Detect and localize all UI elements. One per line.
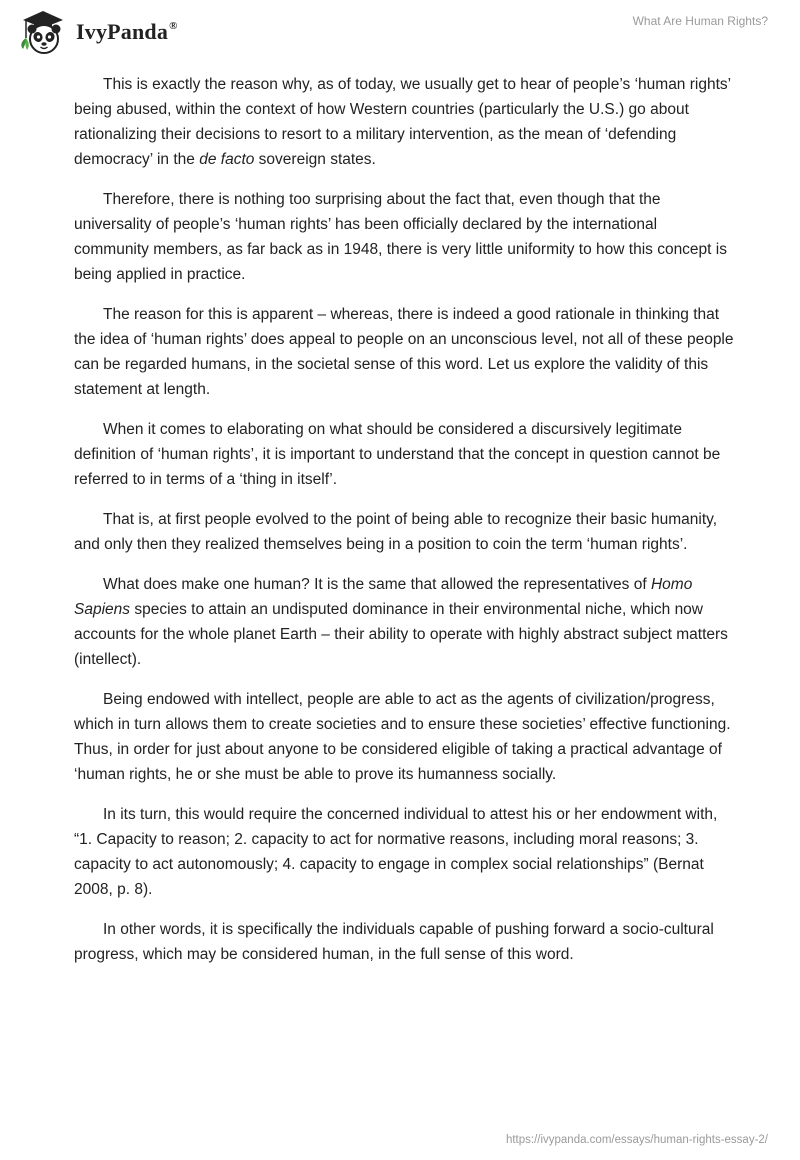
paragraph-text: In other words, it is specifically the individuals capable of pushing forward a socio-cultural progress, which may be considered human, in the full sense of this word. (74, 921, 714, 963)
paragraph-text: What does make one human? It is the same that allowed the representatives of (103, 576, 651, 593)
source-url[interactable]: https://ivypanda.com/essays/human-rights-essay-2/ (505, 1134, 768, 1146)
italic-term: de facto (199, 151, 255, 168)
body-paragraph (74, 687, 734, 787)
body-paragraph (74, 72, 734, 172)
paragraph-text: When it comes to elaborating on what should be considered a discursively legitimate definition of ‘human rights’, it is important to understand that the concept in question cannot be referred to in terms of a ‘thing in itself’. (74, 421, 721, 488)
brand-name: IvyPanda® (76, 19, 178, 44)
paragraph-text: That is, at first people evolved to the point of being able to recognize their basic humanity, and only then they realized themselves being in a position to coin the term ‘human rights’. (74, 511, 718, 553)
essay-body (74, 72, 734, 982)
page-header (0, 0, 800, 60)
paragraph-text: This is exactly the reason why, as of today, we usually get to hear of people’s ‘human rights’ being abused, within the context of how Western countries (particularly the U.S.) go about rationalizing their decisions to resort to a military intervention, as the mean of ‘defending democracy’ in the (74, 76, 731, 168)
body-paragraph (74, 917, 734, 967)
brand-logo[interactable] (14, 8, 178, 56)
body-paragraph (74, 802, 734, 902)
paragraph-text: species to attain an undisputed dominance in their environmental niche, which now accounts for the whole planet Earth – their ability to operate with highly abstract subject matters (intellect). (74, 601, 728, 668)
paragraph-text: Therefore, there is nothing too surprising about the fact that, even though that the universality of people’s ‘human rights’ has been officially declared by the international community members, as far back as in 1948, there is very little uniformity to how this concept is being applied in practice. (74, 191, 727, 283)
body-paragraph (74, 507, 734, 557)
italic-term: Homo Sapiens (74, 576, 693, 618)
paragraph-text: Being endowed with intellect, people are able to act as the agents of civilization/progress, which in turn allows them to create societies and to ensure these societies’ effective functioning. Thus, in order for just about anyone to be considered eligible of taking a practical advantage of ‘human rights, he or she must be able to prove its humanness socially. (74, 691, 731, 783)
document-title: What Are Human Rights? (632, 14, 768, 28)
body-paragraph (74, 417, 734, 492)
paragraph-text: sovereign states. (254, 151, 376, 168)
body-paragraph (74, 572, 734, 672)
body-paragraph (74, 302, 734, 402)
panda-graduate-icon (14, 8, 72, 56)
paragraph-text: In its turn, this would require the concerned individual to attest his or her endowment with, “1. Capacity to reason; 2. capacity to act for normative reasons, including moral reasons; 3. capacity to act autonomously; 4. capacity to engage in complex social relationships” (Bernat 2008, p. 8). (74, 806, 718, 898)
paragraph-text: The reason for this is apparent – whereas, there is indeed a good rationale in thinking that the idea of ‘human rights’ does appeal to people on an unconscious level, not all of these people can be regarded humans, in the societal sense of this word. Let us explore the validity of this statement at length. (74, 306, 734, 398)
body-paragraph (74, 187, 734, 287)
